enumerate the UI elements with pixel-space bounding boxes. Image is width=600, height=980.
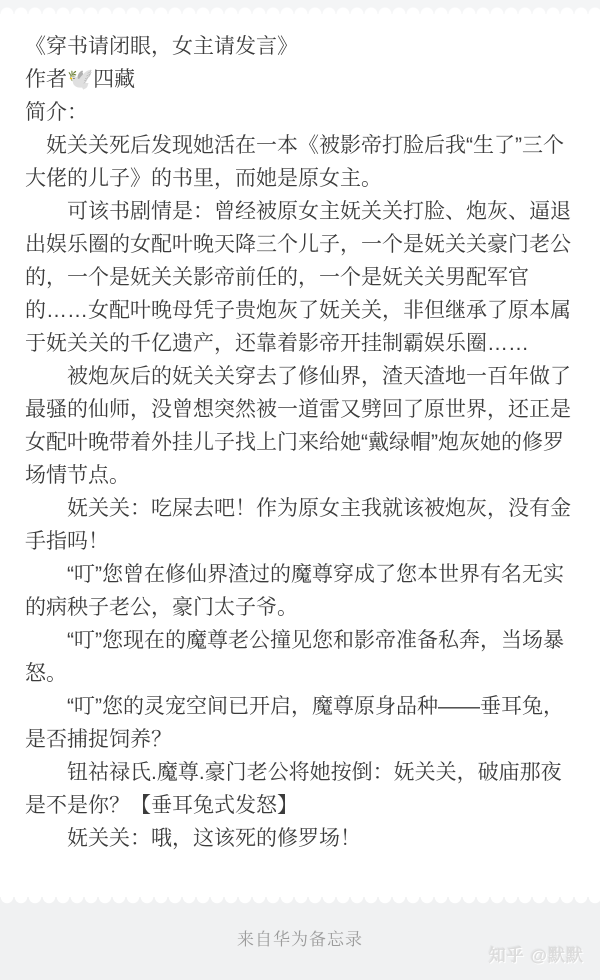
synopsis-paragraph: 妩关关：哦，这该死的修罗场！ xyxy=(67,827,361,850)
intro-label: 简介： xyxy=(25,101,88,124)
synopsis-paragraph: 妩关关：吃屎去吧！作为原女主我就该被炮灰，没有金手指吗！ xyxy=(25,497,571,553)
synopsis-paragraph: “叮”您的灵宠空间已开启，魔尊原身品种——垂耳兔，是否捕捉饲养？ xyxy=(25,695,564,751)
source-app-label: 来自华为备忘录 xyxy=(237,930,363,949)
zhihu-watermark: 知乎 @默默 xyxy=(488,946,584,965)
synopsis-paragraph: 可该书剧情是：曾经被原女主妩关关打脸、炮灰、逼退出娱乐圈的女配叶晚天降三个儿子，一个是妩关关豪门老公的，一个是妩关关影帝前任的，一个是妩关关男配军官的……女配叶晚母凭子贵炮灰了妩关关，非但继承了原本属于妩关关的千亿遗产，还靠着影帝开挂制霸娱乐圈…… xyxy=(25,200,571,355)
synopsis-paragraph: 被炮灰后的妩关关穿去了修仙界，渣天渣地一百年做了最骚的仙师，没曾想突然被一道雷又劈回了原世界，还正是女配叶晚带着外挂儿子找上门来给她“戴绿帽”炮灰她的修罗场情节点。 xyxy=(25,365,571,487)
footer-bar xyxy=(0,897,600,980)
synopsis-paragraph: “叮”您现在的魔尊老公撞见您和影帝准备私奔，当场暴怒。 xyxy=(25,629,564,685)
book-title: 《穿书请闭眼，女主请发言》 xyxy=(25,35,298,58)
author-line: 作者🕊️四藏 xyxy=(25,68,136,91)
synopsis-paragraph: 钮祜禄氏.魔尊.豪门老公将她按倒：妩关关，破庙那夜是不是你？【垂耳兔式发怒】 xyxy=(25,761,562,817)
torn-paper-edge-top xyxy=(0,0,600,14)
synopsis-paragraph: “叮”您曾在修仙界渣过的魔尊穿成了您本世界有名无实的病秧子老公，豪门太子爷。 xyxy=(25,563,564,619)
note-content xyxy=(0,14,600,855)
synopsis-paragraph: 妩关关死后发现她活在一本《被影帝打脸后我“生了”三个大佬的儿子》的书里，而她是原女主。 xyxy=(25,134,564,190)
